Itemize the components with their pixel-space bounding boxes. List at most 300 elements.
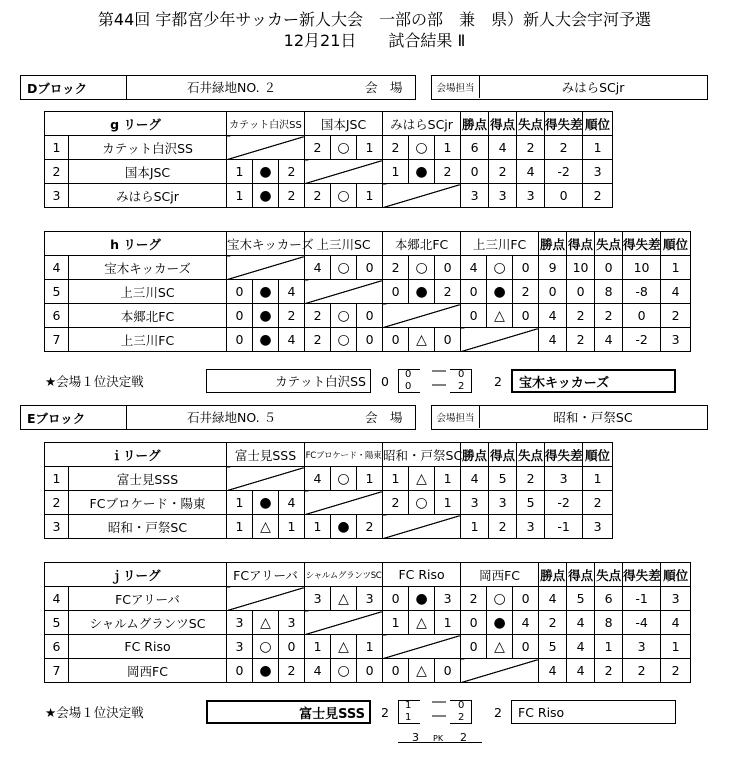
score-for: 0 — [227, 328, 253, 352]
opponent-header: カテット白沢SS — [227, 112, 305, 136]
dash-first: ― — [432, 363, 446, 379]
opponent-header: 宝木キッカーズ — [227, 232, 305, 256]
score-against: 1 — [279, 515, 305, 539]
opponent-header: みはらSCjr — [383, 112, 461, 136]
score-for: 1 — [227, 515, 253, 539]
stat-value: 1 — [583, 136, 613, 160]
result-mark: ○ — [331, 136, 357, 160]
stat-header: 勝点 — [461, 112, 489, 136]
final-team1: カテット白沢SS — [206, 369, 371, 393]
score-for: 0 — [383, 659, 409, 683]
stat-header: 得失差 — [623, 563, 661, 587]
final-team2: FC Riso — [511, 700, 676, 724]
stat-value: 3 — [489, 491, 517, 515]
score-against: 1 — [357, 136, 383, 160]
score-against: 3 — [435, 587, 461, 611]
pk-label: PK — [433, 733, 444, 743]
result-mark: ● — [409, 160, 435, 184]
self-match-cell — [227, 136, 305, 160]
score-for: 2 — [305, 136, 331, 160]
stat-value: 6 — [595, 587, 623, 611]
stat-value: 0 — [567, 280, 595, 304]
stat-header: 勝点 — [461, 443, 489, 467]
stat-header: 得点 — [489, 112, 517, 136]
score-against: 2 — [279, 160, 305, 184]
team-name: 上三川FC — [69, 328, 227, 352]
half1-second: 1 — [405, 711, 412, 723]
final-team2: 宝木キッカーズ — [511, 369, 676, 393]
score-for: 0 — [461, 611, 487, 635]
stat-value: 3 — [623, 635, 661, 659]
self-match-cell — [305, 611, 383, 635]
stat-value: 1 — [661, 256, 691, 280]
score-for: 1 — [305, 515, 331, 539]
score-against: 1 — [357, 635, 383, 659]
score-against: 2 — [435, 280, 461, 304]
stat-header: 得失差 — [623, 232, 661, 256]
stat-value: 2 — [595, 659, 623, 683]
self-match-cell — [305, 160, 383, 184]
row-number: 4 — [45, 587, 69, 611]
result-mark: △ — [409, 611, 435, 635]
score-for: 0 — [383, 587, 409, 611]
final-score2: 2 — [494, 704, 502, 720]
league-name: g リーグ — [45, 112, 227, 136]
table-row — [45, 160, 613, 184]
stat-value: 3 — [661, 328, 691, 352]
row-number: 7 — [45, 659, 69, 683]
result-mark: ● — [409, 280, 435, 304]
result-mark: △ — [253, 611, 279, 635]
score-against: 4 — [279, 280, 305, 304]
score-for: 4 — [305, 659, 331, 683]
league-name: h リーグ — [45, 232, 227, 256]
result-mark: ○ — [253, 635, 279, 659]
half2-first: 0 — [458, 368, 465, 380]
score-against: 1 — [435, 611, 461, 635]
result-mark: ● — [487, 611, 513, 635]
stat-value: 8 — [595, 611, 623, 635]
half1-first: 1 — [405, 699, 412, 711]
result-mark: ● — [253, 659, 279, 683]
score-for: 3 — [305, 587, 331, 611]
row-number: 3 — [45, 184, 69, 208]
table-row — [45, 587, 691, 611]
result-mark: △ — [409, 328, 435, 352]
stat-value: 3 — [489, 184, 517, 208]
stat-value: 1 — [461, 515, 489, 539]
result-mark: △ — [253, 515, 279, 539]
stat-value: 1 — [661, 635, 691, 659]
score-for: 0 — [227, 659, 253, 683]
team-name: 昭和・戸祭SC — [69, 515, 227, 539]
half2-second: 2 — [458, 711, 465, 723]
stat-value: 3 — [517, 184, 545, 208]
opponent-header: 富士見SSS — [227, 443, 305, 467]
score-for: 1 — [227, 491, 253, 515]
result-mark: ○ — [409, 256, 435, 280]
stat-value: 4 — [661, 280, 691, 304]
opponent-header: 岡西FC — [461, 563, 539, 587]
score-against: 2 — [513, 280, 539, 304]
half2-first: 0 — [458, 699, 465, 711]
score-against: 4 — [513, 611, 539, 635]
team-name: 富士見SSS — [69, 467, 227, 491]
stat-value: 0 — [623, 304, 661, 328]
row-number: 2 — [45, 160, 69, 184]
stat-value: 0 — [545, 184, 583, 208]
league-name: ｊリーグ — [45, 563, 227, 587]
league-grid — [44, 562, 691, 683]
table-row — [45, 515, 613, 539]
self-match-cell — [461, 659, 539, 683]
stat-value: 4 — [539, 304, 567, 328]
stat-value: 3 — [461, 491, 489, 515]
table-row — [45, 184, 613, 208]
score-for: 0 — [383, 328, 409, 352]
stat-value: 4 — [539, 328, 567, 352]
result-mark: ● — [409, 587, 435, 611]
team-name: カテット白沢SS — [69, 136, 227, 160]
score-for: 2 — [383, 491, 409, 515]
dash-second: ― — [432, 377, 446, 393]
team-name: シャルムグランツSC — [69, 611, 227, 635]
score-against: 2 — [279, 184, 305, 208]
result-mark: ● — [487, 280, 513, 304]
team-name: FCブロケード・陽東 — [69, 491, 227, 515]
score-for: 1 — [305, 635, 331, 659]
self-match-cell — [227, 256, 305, 280]
page-subtitle: 12月21日 試合結果 Ⅱ — [283, 31, 466, 50]
stat-value: 4 — [567, 611, 595, 635]
manager-name: 昭和・戸祭SC — [553, 410, 633, 425]
self-match-cell — [383, 635, 461, 659]
stat-value: -2 — [545, 491, 583, 515]
result-mark: ● — [253, 184, 279, 208]
result-mark: ○ — [331, 467, 357, 491]
stat-value: 3 — [545, 467, 583, 491]
opponent-header: 国本JSC — [305, 112, 383, 136]
stat-value: 2 — [517, 136, 545, 160]
score-for: 1 — [383, 467, 409, 491]
result-mark: ● — [253, 160, 279, 184]
opponent-header: FCアリーバ — [227, 563, 305, 587]
score-against: 1 — [435, 136, 461, 160]
score-against: 0 — [435, 256, 461, 280]
stat-header: 失点 — [517, 112, 545, 136]
score-for: 1 — [227, 160, 253, 184]
result-mark: ● — [253, 491, 279, 515]
score-for: 0 — [461, 304, 487, 328]
stat-value: -2 — [623, 328, 661, 352]
result-mark: △ — [409, 467, 435, 491]
score-for: 1 — [383, 611, 409, 635]
stat-value: 2 — [661, 659, 691, 683]
half1-first: 0 — [405, 368, 412, 380]
opponent-header: FCブロケード・陽東 — [305, 443, 383, 467]
venue-box — [126, 405, 416, 430]
stat-header: 得失差 — [545, 112, 583, 136]
league-grid — [44, 111, 613, 208]
stat-value: 3 — [461, 184, 489, 208]
stat-value: 2 — [595, 304, 623, 328]
team-name: 岡西FC — [69, 659, 227, 683]
score-against: 0 — [513, 587, 539, 611]
stat-header: 失点 — [595, 232, 623, 256]
stat-value: 2 — [661, 304, 691, 328]
stat-value: 0 — [539, 280, 567, 304]
row-number: 2 — [45, 491, 69, 515]
stat-value: 10 — [567, 256, 595, 280]
stat-value: 4 — [539, 659, 567, 683]
score-against: 0 — [435, 328, 461, 352]
venue-box — [126, 75, 416, 100]
team-name: FC Riso — [69, 635, 227, 659]
score-against: 1 — [357, 467, 383, 491]
table-row — [45, 491, 613, 515]
final-score1: 0 — [381, 373, 389, 389]
league-grid — [44, 442, 613, 539]
pk-right: 2 — [460, 730, 467, 744]
stat-value: 4 — [517, 160, 545, 184]
row-number: 7 — [45, 328, 69, 352]
stat-header: 順位 — [661, 563, 691, 587]
stat-header: 失点 — [517, 443, 545, 467]
stat-value: 2 — [623, 659, 661, 683]
score-against: 0 — [435, 659, 461, 683]
row-number: 5 — [45, 611, 69, 635]
stat-value: 2 — [545, 136, 583, 160]
result-mark: ○ — [331, 659, 357, 683]
league-name: ｉリーグ — [45, 443, 227, 467]
opponent-header: 上三川FC — [461, 232, 539, 256]
row-number: 6 — [45, 304, 69, 328]
stat-header: 順位 — [583, 443, 613, 467]
self-match-cell — [227, 587, 305, 611]
table-row — [45, 136, 613, 160]
stat-value: -8 — [623, 280, 661, 304]
venue-name: 石井緑地NO. ２ — [187, 80, 277, 95]
venue-label: 会 場 — [365, 80, 403, 95]
stat-value: 5 — [517, 491, 545, 515]
opponent-header: 本郷北FC — [383, 232, 461, 256]
stat-value: -1 — [545, 515, 583, 539]
score-for: 2 — [305, 184, 331, 208]
score-against: 0 — [279, 635, 305, 659]
result-mark: ○ — [331, 184, 357, 208]
row-number: 1 — [45, 136, 69, 160]
half1-second: 0 — [405, 380, 412, 392]
block-name: Eブロック — [20, 405, 127, 430]
stat-value: 4 — [567, 659, 595, 683]
stat-value: -4 — [623, 611, 661, 635]
stat-value: -2 — [545, 160, 583, 184]
stat-value: 2 — [567, 328, 595, 352]
venue-label: 会 場 — [365, 410, 403, 425]
result-mark: ○ — [487, 587, 513, 611]
score-against: 2 — [435, 160, 461, 184]
stat-value: -1 — [623, 587, 661, 611]
team-name: FCアリーバ — [69, 587, 227, 611]
stat-header: 順位 — [583, 112, 613, 136]
score-for: 3 — [227, 635, 253, 659]
opponent-header: 上三川SC — [305, 232, 383, 256]
stat-value: 5 — [489, 467, 517, 491]
half2-second: 2 — [458, 380, 465, 392]
stat-value: 4 — [661, 611, 691, 635]
team-name: 宝木キッカーズ — [69, 256, 227, 280]
score-against: 2 — [279, 659, 305, 683]
manager-label: 会場担当 — [432, 406, 480, 428]
table-row — [45, 635, 691, 659]
table-row — [45, 256, 691, 280]
score-against: 4 — [279, 328, 305, 352]
manager-name: みはらSCjr — [561, 80, 625, 95]
self-match-cell — [461, 328, 539, 352]
dash-second: ― — [432, 708, 446, 724]
final-team1: 富士見SSS — [206, 700, 371, 724]
self-match-cell — [383, 304, 461, 328]
score-against: 1 — [435, 467, 461, 491]
block-name: Dブロック — [20, 75, 127, 100]
stat-header: 得点 — [567, 232, 595, 256]
self-match-cell — [305, 491, 383, 515]
result-mark: △ — [487, 304, 513, 328]
score-for: 0 — [461, 280, 487, 304]
manager-box — [431, 75, 708, 100]
table-row — [45, 280, 691, 304]
stat-value: 3 — [583, 515, 613, 539]
league-grid — [44, 231, 691, 352]
score-against: 1 — [435, 491, 461, 515]
stat-value: 3 — [661, 587, 691, 611]
stat-value: 2 — [583, 184, 613, 208]
score-against: 0 — [357, 328, 383, 352]
score-for: 0 — [227, 304, 253, 328]
venue-name: 石井緑地NO. ５ — [187, 410, 277, 425]
dash-first: ― — [432, 694, 446, 710]
stat-value: 0 — [461, 160, 489, 184]
stat-header: 勝点 — [539, 232, 567, 256]
self-match-cell — [383, 184, 461, 208]
score-for: 1 — [383, 160, 409, 184]
score-against: 3 — [357, 587, 383, 611]
row-number: 1 — [45, 467, 69, 491]
score-against: 3 — [279, 611, 305, 635]
result-mark: ● — [253, 280, 279, 304]
result-mark: ○ — [409, 491, 435, 515]
score-against: 0 — [357, 304, 383, 328]
opponent-header: シャルムグランツSC — [305, 563, 383, 587]
score-for: 3 — [227, 611, 253, 635]
opponent-header: 昭和・戸祭SC — [383, 443, 461, 467]
result-mark: ○ — [331, 256, 357, 280]
stat-value: 1 — [583, 467, 613, 491]
score-against: 0 — [357, 256, 383, 280]
result-mark: △ — [487, 635, 513, 659]
score-for: 4 — [305, 467, 331, 491]
stat-value: 2 — [567, 304, 595, 328]
team-name: 本郷北FC — [69, 304, 227, 328]
score-for: 4 — [461, 256, 487, 280]
score-for: 4 — [305, 256, 331, 280]
score-for: 2 — [383, 256, 409, 280]
stat-value: 2 — [489, 160, 517, 184]
stat-value: 8 — [595, 280, 623, 304]
page-title: 第44回 宇都宮少年サッカー新人大会 一部の部 兼 県）新人大会宇河予選 — [97, 10, 652, 29]
stat-value: 2 — [517, 467, 545, 491]
result-mark: ● — [253, 328, 279, 352]
stat-value: 5 — [567, 587, 595, 611]
result-mark: ○ — [331, 328, 357, 352]
final-label: ★会場１位決定戦 — [45, 705, 144, 720]
score-for: 2 — [305, 328, 331, 352]
row-number: 5 — [45, 280, 69, 304]
stat-value: 4 — [539, 587, 567, 611]
pk-left: 3 — [412, 730, 419, 744]
stat-value: 3 — [583, 160, 613, 184]
score-against: 0 — [513, 256, 539, 280]
row-number: 3 — [45, 515, 69, 539]
final-score2: 2 — [494, 373, 502, 389]
stat-value: 2 — [539, 611, 567, 635]
score-for: 0 — [227, 280, 253, 304]
stat-value: 6 — [461, 136, 489, 160]
stat-header: 失点 — [595, 563, 623, 587]
score-against: 4 — [279, 491, 305, 515]
stat-value: 4 — [489, 136, 517, 160]
stat-value: 2 — [489, 515, 517, 539]
self-match-cell — [227, 467, 305, 491]
opponent-header: FC Riso — [383, 563, 461, 587]
stat-value: 1 — [595, 635, 623, 659]
stat-header: 順位 — [661, 232, 691, 256]
result-mark: ○ — [331, 304, 357, 328]
table-row — [45, 467, 613, 491]
result-mark: ● — [331, 515, 357, 539]
manager-box — [431, 405, 708, 430]
stat-value: 4 — [595, 328, 623, 352]
score-for: 2 — [461, 587, 487, 611]
team-name: 上三川SC — [69, 280, 227, 304]
team-name: 国本JSC — [69, 160, 227, 184]
manager-label: 会場担当 — [432, 76, 480, 98]
score-against: 0 — [513, 304, 539, 328]
table-row — [45, 328, 691, 352]
final-score1: 2 — [381, 704, 389, 720]
result-mark: △ — [409, 659, 435, 683]
result-mark: △ — [331, 635, 357, 659]
table-row — [45, 304, 691, 328]
score-for: 2 — [383, 136, 409, 160]
stat-header: 勝点 — [539, 563, 567, 587]
score-against: 0 — [513, 635, 539, 659]
score-for: 0 — [383, 280, 409, 304]
row-number: 6 — [45, 635, 69, 659]
table-row — [45, 611, 691, 635]
score-against: 2 — [357, 515, 383, 539]
score-for: 0 — [461, 635, 487, 659]
self-match-cell — [383, 515, 461, 539]
score-for: 1 — [227, 184, 253, 208]
table-row — [45, 659, 691, 683]
score-against: 0 — [357, 659, 383, 683]
result-mark: ○ — [487, 256, 513, 280]
stat-value: 5 — [539, 635, 567, 659]
stat-value: 3 — [517, 515, 545, 539]
stat-value: 4 — [567, 635, 595, 659]
score-against: 1 — [357, 184, 383, 208]
